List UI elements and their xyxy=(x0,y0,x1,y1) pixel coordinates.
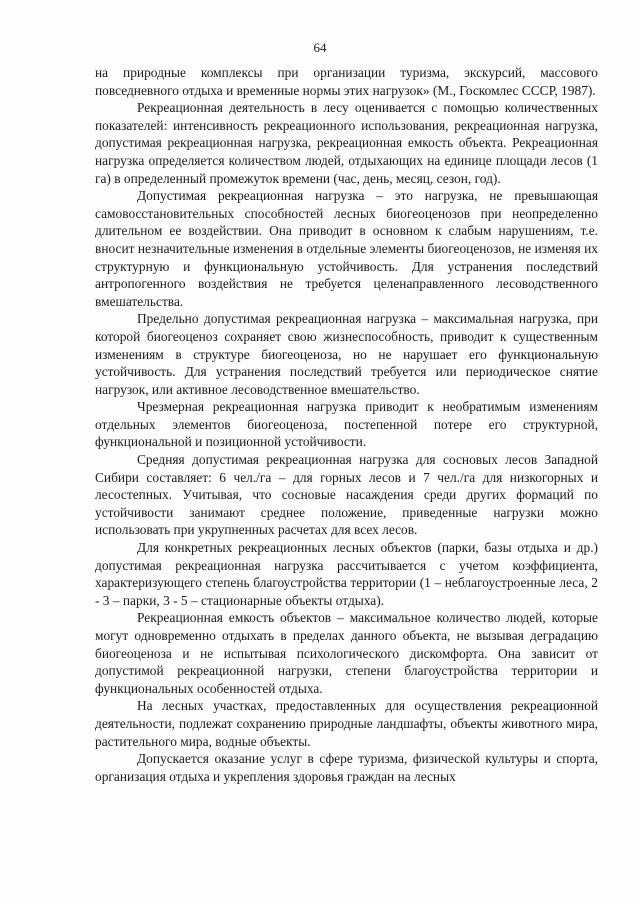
body-text xyxy=(95,64,598,785)
paragraph-excessive-load: Чрезмерная рекреационная нагрузка приводит к необратимым изменениям отдельных элементов биогеоценоза, постепенной потере его структурной, функциональной и позиционной устойчивости. xyxy=(95,399,598,450)
paragraph-continuation: на природные комплексы при организации туризма, экскурсий, массового повседневного отдыха и временные нормы этих нагрузок» (М., Госкомлес СССР, 1987). xyxy=(95,65,598,98)
paragraph-specific-objects: Для конкретных рекреационных лесных объектов (парки, базы отдыха и др.) допустимая рекреационная нагрузка рассчитывается с учетом коэффициента, характеризующего степень благоустройства территории (1 – неблагоустроенные леса, 2 - 3 – парки, 3 - 5 – стационарные объекты отдыха). xyxy=(95,540,598,608)
paragraph-forest-plots: На лесных участках, предоставленных для осуществления рекреационной деятельности, подлежат сохранению природные ландшафты, объекты животного мира, растительного мира, водные объекты. xyxy=(95,698,598,749)
paragraph-average-load: Средняя допустимая рекреационная нагрузка для сосновых лесов Западной Сибири составляет: 6 чел./га – для горных лесов и 7 чел./га для низкогорных и лесостепных. Учитывая, что сосновые насаждения среди других формаций по устойчивости занимают среднее положение, приведенные нагрузки можно использовать при укрупненных расчетах для всех лесов. xyxy=(95,452,598,538)
page-number: 64 xyxy=(313,40,327,55)
paragraph-maximum-permissible-load: Предельно допустимая рекреационная нагрузка – максимальная нагрузка, при которой биогеоценоз сохраняет свою жизнеспособность, приводит к существенным изменениям в структуре биогеоценоза, но не нарушает его функциональную устойчивость. Для устранения последствий требуется или периодическое снятие нагрузок, или активное лесоводственное вмешательство. xyxy=(95,311,598,397)
paragraph-services: Допускается оказание услуг в сфере туризма, физической культуры и спорта, организация отдыха и укрепления здоровья граждан на лесных xyxy=(95,751,598,784)
paragraph-recreational-activity: Рекреационная деятельность в лесу оценивается с помощью количественных показателей: интенсивность рекреационного использования, рекреационная нагрузка, допустимая рекреационная нагрузка, рекреационная емкость объекта. Рекреационная нагрузка определяется количеством людей, отдыхающих на единице площади лесов (1 га) в определенный промежуток времени (час, день, месяц, сезон, год). xyxy=(95,100,598,186)
paragraph-recreational-capacity: Рекреационная емкость объектов – максимальное количество людей, которые могут одновременно отдыхать в пределах данного объекта, не вызывая деградацию биогеоценоза и не испытывая психологического дискомфорта. Она зависит от допустимой рекреационной нагрузки, степени благоустройства территории и функциональных особенностей отдыха. xyxy=(95,610,598,696)
paragraph-permissible-load: Допустимая рекреационная нагрузка – это нагрузка, не превышающая самовосстановительных способностей лесных биогеоценозов при неопределенно длительном ее воздействии. Она приводит в основном к слабым нарушениям, т.е. вносит незначительные изменения в отдельные элементы биогеоценозов, не изменяя их структурную и функциональную устойчивость. Для устранения последствий антропогенного воздействия не требуется целенаправленного лесоводственного вмешательства. xyxy=(95,188,598,309)
